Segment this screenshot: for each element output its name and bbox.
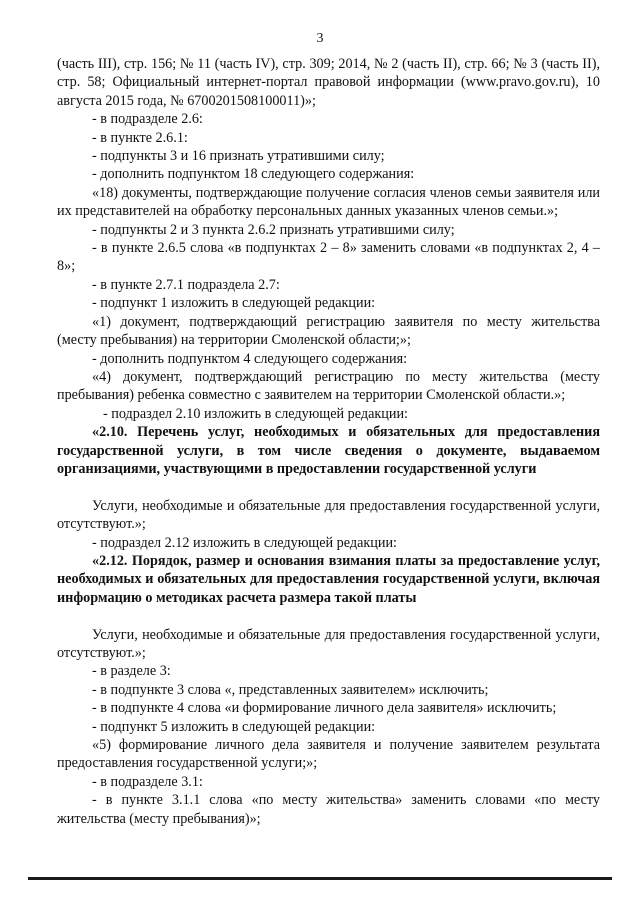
paragraph: - в пункте 2.6.5 слова «в подпунктах 2 – 8» заменить словами «в подпунктах 2, 4 – 8»;: [57, 240, 600, 275]
paragraph: - подраздел 2.10 изложить в следующей редакции:: [103, 405, 408, 422]
paragraph: - в пункте 2.7.1 подраздела 2.7:: [92, 276, 280, 293]
paragraph: - дополнить подпунктом 18 следующего содержания:: [92, 166, 415, 183]
paragraph: - подпункты 2 и 3 пункта 2.6.2 признать утратившими силу;: [92, 221, 455, 238]
paragraph: Услуги, необходимые и обязательные для предоставления государственной услуги, отсутствуют.»;: [57, 497, 600, 533]
paragraph: «18) документы, подтверждающие получение согласия членов семьи заявителя или их представителей на обработку персональных данных указанных членов семьи.»;: [57, 184, 600, 220]
paragraph: - подпункт 5 изложить в следующей редакции:: [92, 718, 376, 735]
paragraph: (часть III), стр. 156; № 11 (часть IV), стр. 309; 2014, № 2 (часть II), стр. 66; № 3 (часть II), стр. 58; Официальный интернет-портал правовой информации (www.pravo.gov.ru), 10 августа 2015 года, № 6700201508100011)»;: [57, 56, 600, 109]
paragraph: - подпункты 3 и 16 признать утратившими силу;: [92, 148, 385, 165]
document-body: [57, 55, 600, 828]
paragraph: - в подпункте 3 слова «, представленных заявителем» исключить;: [92, 681, 489, 698]
paragraph: - в пункте 2.6.1:: [92, 129, 188, 146]
paragraph: - дополнить подпунктом 4 следующего содержания:: [92, 350, 408, 367]
section-heading: «2.12. Порядок, размер и основания взимания платы за предоставление услуг, необходимых и обязательных для предоставления государственной услуги, включая информацию о методиках расчета размера такой платы: [57, 552, 600, 606]
paragraph: - в подразделе 3.1:: [92, 773, 203, 790]
paragraph: - подраздел 2.12 изложить в следующей редакции:: [92, 534, 397, 551]
paragraph: - в разделе 3:: [92, 663, 171, 680]
paragraph: Услуги, необходимые и обязательные для предоставления государственной услуги, отсутствуют.»;: [57, 626, 600, 661]
paragraph: - в подпункте 4 слова «и формирование личного дела заявителя» исключить;: [92, 700, 557, 717]
paragraph: - в пункте 3.1.1 слова «по месту жительства» заменить словами «по месту жительства (месту пребывания)»;: [57, 792, 600, 827]
paragraph: - подпункт 1 изложить в следующей редакции:: [92, 295, 376, 312]
paragraph: - в подразделе 2.6:: [92, 111, 203, 128]
paragraph: «5) формирование личного дела заявителя и получение заявителем результата предоставления государственной услуги;»;: [57, 737, 600, 772]
section-heading: «2.10. Перечень услуг, необходимых и обязательных для предоставления государственной услуги, в том числе сведения о документе, выдаваемом организациями, участвующими в предоставлении государственной услуги: [57, 424, 600, 477]
paragraph: «4) документ, подтверждающий регистрацию по месту жительства (месту пребывания) ребенка совместно с заявителем на территории Смоленской области.»;: [57, 368, 600, 404]
page-number: 3: [316, 31, 324, 46]
paragraph: «1) документ, подтверждающий регистрацию заявителя по месту жительства (месту пребывания) на территории Смоленской области;»;: [57, 313, 600, 349]
bottom-rule: [28, 877, 612, 880]
